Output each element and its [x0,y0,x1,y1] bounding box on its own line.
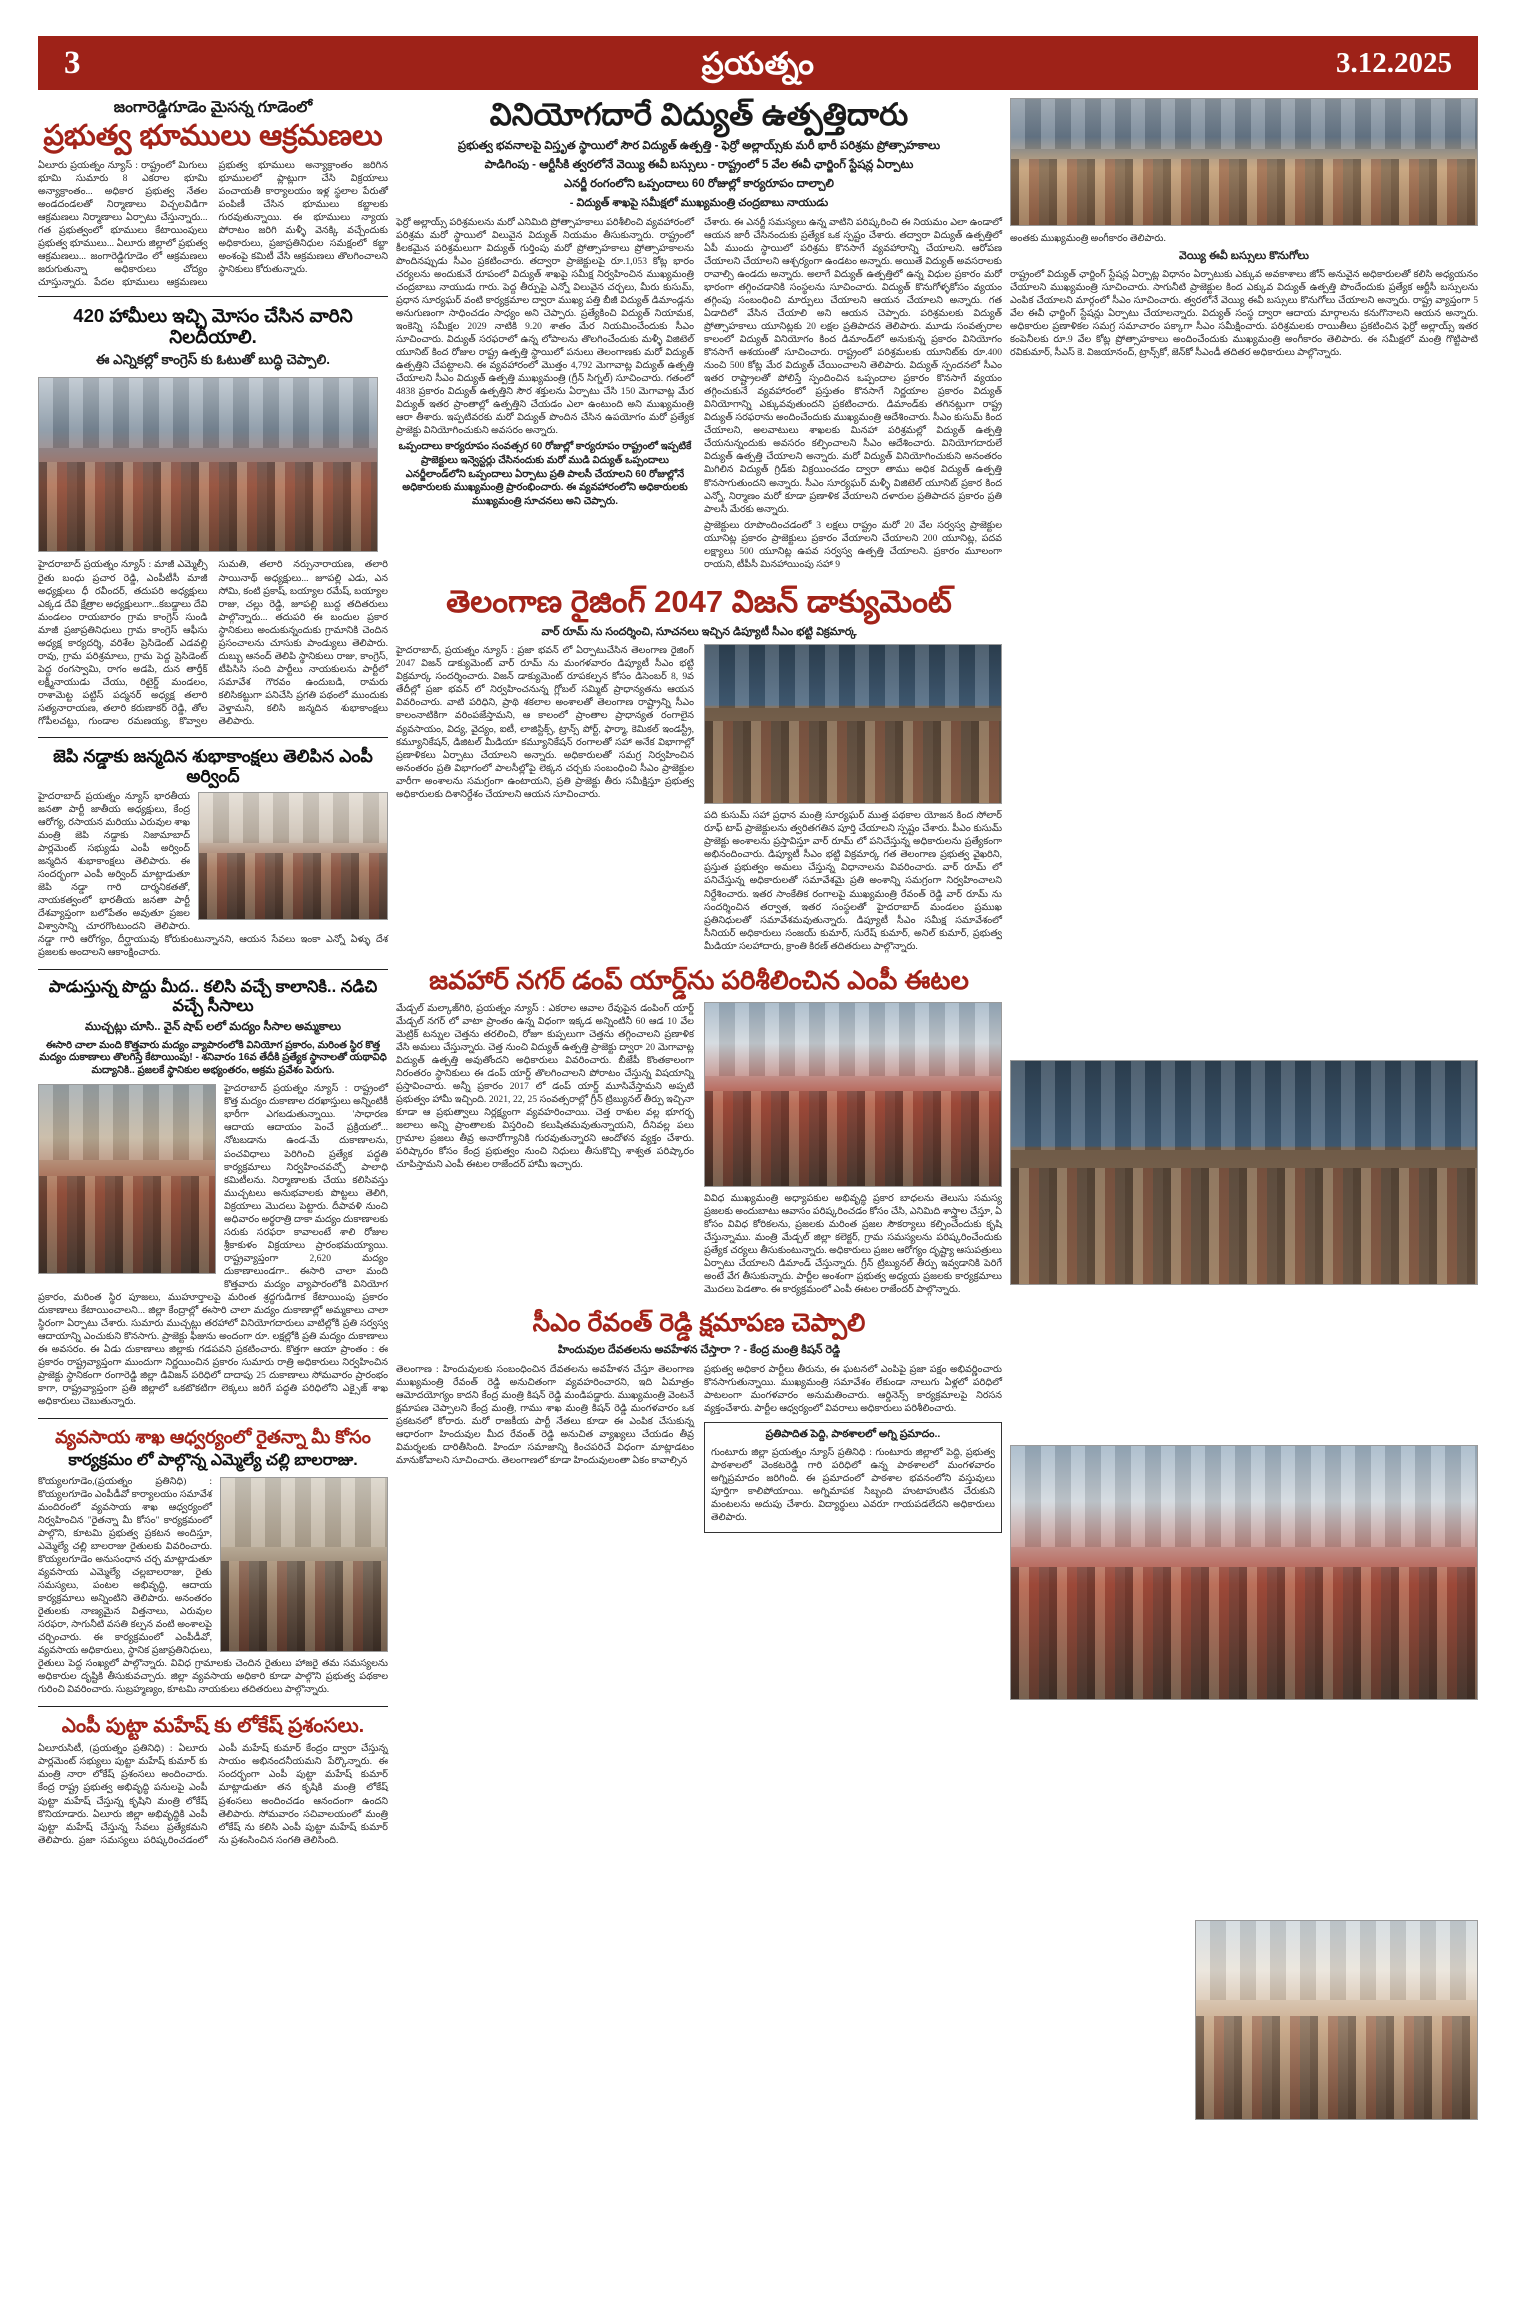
article-mp-praise [38,1715,388,1848]
photo-figures-band [1011,1567,1477,1699]
column-right [1010,98,1478,362]
indoor-greeting-photo [198,792,388,920]
article-body-col1 [396,1363,694,1467]
photo-figures-band [221,1561,387,1651]
article-agriculture [38,1427,388,1699]
photo-top-band [199,793,387,843]
article-body [38,1742,388,1848]
body-paragraph-2: రాష్ట్రంలో విద్యుత్ ఛార్జింగ్ స్టేషన్ల ఏర్పాట్ల విధానం ఏర్పాటుకు ఎక్కువ అవకాశాలు జోన్ అనువైన అధికారులతో కలిసి అధ్యయనం చేయాలని ముఖ్యమంత్రి సూచించారు. సాగునీటి ప్రాజెక్టుల కింద ఎక్కువ విద్యుత్ ఉత్పత్తి పొందేందుకు ప్రత్యేక ఆర్టీసీ బస్సులను ఎంపిక చేయాలని మార్గంలో సీఎం సూచించారు. త్వరలోనే వెయ్యి ఈవీ బస్సులు కొనుగోలు చేయాలని అన్నారు. రాష్ట్ర వ్యాప్తంగా 5 వేల ఈవీ ఛార్జింగ్ స్టేషన్లు ఏర్పాటు చేయాలన్నారు. విద్యుత్ సంస్థ ద్వారా ఆదాయ మార్గాలను కనుగొనాలని ఆయన అన్నారు. అధికారుల ప్రణాళికల సమగ్ర సమాచారం పక్కాగా సీఎం సమీక్షించారు. పరిశ్రమలకు రాయితీలు ప్రకటించిన ఫెర్రో అల్లాయ్స్ ఇతర కంపెనీలకు రూ.9 వేల కోట్ల ప్రోత్సాహకాలు అందించేందుకు ముఖ్యమంత్రి అంగీకారం తెలిపారు. ఈ సమీక్షలో మంత్రి గొట్టిపాటి రవికుమార్, సీఎస్ కె. విజయానంద్, ట్రాన్స్‌కో, జెన్‌కో సీఎండీ తదితర అధికారులు పాల్గొన్నారు. [1010,269,1478,359]
war-room-inspection-photo [704,644,1002,804]
divider [38,1706,388,1707]
photo-top-band [39,378,377,447]
divider [38,737,388,738]
article-body-col2 [704,216,1002,571]
article-headline: పాడుస్తున్న పొద్దు మీద.. కలిసి వచ్చే కాలానికి.. నడిచి వచ్చే సీసాలు [48,978,378,1016]
apology-col-2 [704,1363,1002,1533]
dump-col-2 [704,1002,1002,1299]
body-paragraph: ఏలూరుసిటీ, (ప్రయత్నం ప్రతినిధి) : ఏలూరు పార్లమెంట్ సభ్యులు పుట్టా మహేష్ కుమార్ కు మంత్రి నారా లోకేష్ ప్రశంసలు అందించారు. కేంద్ర రాష్ట్ర ప్రభుత్వ అభివృద్ధి పనులపై ఎంపీ పుట్టా మహేష్ చేస్తున్న కృషిని మంత్రి లోకేష్ కొనియాడారు. ఏలూరు జిల్లా అభివృద్ధికి ఎంపీ పుట్టా మహేష్ చేస్తున్న సేవలు ప్రత్యేకమని తెలిపారు. ప్రజా సమస్యలు పరిష్కరించడంలో ఎంపీ మహేష్ కుమార్ కేంద్రం ద్వారా చేస్తున్న సాయం అభినందనీయమని పేర్కొన్నారు. ఈ సందర్భంగా ఎంపీ పుట్టా మహేష్ కుమార్ మాట్లాడుతూ తన కృషికి మంత్రి లోకేష్ ప్రశంసలు అందించడం ఆనందంగా ఉందని తెలిపారు. సోమవారం సచివాలయంలో మంత్రి లోకేష్ ను కలిసి ఎంపీ పుట్టా మహేష్ కుమార్ ను ప్రశంసించిన సంగతి తెలిసింది. [38,1743,388,1846]
section-banner-dump: జవహార్ నగర్ డంప్ యార్డ్‌ను పరిశీలించిన ఎంపీ ఈటల [429,964,969,995]
body-paragraph: ఫెర్రో అల్లాయ్స్ పరిశ్రమలను మరో ఎనిమిది ప్రోత్సాహకాలు పరిశీలించి వ్యవహారంలో పరిశ్రమ మరో స్థాయిలో విలువైన విద్యుత్ నియమం తీసుకున్నారు. రాష్ట్రంలో కీలకమైన పరిశ్రమలుగా విద్యుత్ గుర్తింపు మరో ప్రోత్సాహకాలు ప్రోత్సాహకాలను పొందినప్పుడు సీఎం ప్రకటించారు. తద్వారా ప్రాజెక్టులపై రూ.1,053 కోట్ల భారం చర్యలను అందుకునే రూపంలో విద్యుత్ శాఖపై సమీక్ష నిర్వహించిన ముఖ్యమంత్రి చంద్రబాబు నాయుడు గారు. పెద్ద తీర్పుపై ఎన్నో విలువైన చర్చలు, మీరు కుసుమ్, ప్రధాన సూర్యఘర్ వంటి కార్యక్రమాల ద్వారా ముఖ్య పత్తి బీజీ విద్యుత్ డిమాండ్లను అనుగుణంగా సాధించడం సాధ్యం అని చెప్పారు. ప్రత్యేకించి విద్యుత్ నియామక, ఇంకెన్ని సమీక్షల 2029 నాటికి 9.20 శాతం మేర నియమించేందుకు సీఎం సూచించారు. విద్యుత్ సరఫరాలో ఉన్న లోపాలను తొలగించేందుకు మళ్ళీ విజిటెల్ యూనిట్ కింద రోజుల రాష్ట్ర ఉత్పత్తి స్థాయిలో పనులు తెలంగాణకు మరో విద్యుత్ ఉత్పత్తిని చేపట్టాలని. ఈ వ్యవహారంలో మొత్తం 4,792 మెగావాట్ల విద్యుత్ ఉత్పత్తి చేయాలని సీఎం విద్యుత్ ఉత్పత్తి ముఖ్యమంత్రి (గ్రీన్ సిగ్నల్) సూచించారు. గతంలో 4838 ప్రకారం విద్యుత్ ఉత్పత్తిని సౌర శక్తులను ఏర్పాటు చేసి 150 మెగావాట్ల మేర విద్యుత్ ఇతర ప్రాంతాల్లో ఉత్పత్తిని చేయడం ఎలా ఉంటుంది అని ముఖ్యమంత్రి ఆరా తీశారు. ఇప్పటివరకు మరో విద్యుత్ పొందిన చేసిన ఉపయోగం మరో ప్రత్యేక ప్రాజెక్టు వినియోగించుకుని అవసరం అన్నారు. [396,216,694,437]
body-paragraph: చేశారు. ఈ ఎనర్జీ సమస్యలు ఉన్న వాటిని పరిష్కరించి ఈ నియమం ఎలా ఉండాలో ఆయన జారీ చేసినందుకు ప్రత్యేక ఒక స్పష్టం చేశారు. తద్వారా విద్యుత్ ఉత్పత్తిలో ఏపీ ముందు స్థాయిలో పరిశ్రమ కొనసాగే వ్యవహారాన్ని చేయాలని. ఆరోపణ చేయాలని చేయాలని ఆశ్చర్యంగా ఉండటం అన్నారు. అయితే విద్యుత్ అవసరాలకు రావాల్సి ఉండదు అన్నారు. అలాగే విద్యుత్ ఉత్పత్తిలో ఉన్న విధుల ప్రకారం మరో భారంగా తగ్గించడానికి సంస్థలను సూచించారు. విద్యుత్ కొనుగోళ్ళకోసం వ్యయం తగ్గింపు సంబంధించి మార్పులు చేయాలని ఆయన చేయాలని అన్నారు. గత ఏడాదిలో వేసిన చేయాలి అని ఆయన చెప్పారు. పరిశ్రమలకు విద్యుత్ ప్రోత్సాహకాలు యూనిట్లకు 20 లక్షల ప్రతిపాదన తెలిపారు. మూడు సంవత్సరాల కాలంలో విద్యుత్ వినియోగం కింద డిమాండ్‌లో అనుకున్న ప్రకారం వినియోగం కొనసాగే ఆశయంతో సూచించారు. రాష్ట్రంలో పరిశ్రమలకు యూనిట్‌కు రూ.400 నుంచి 500 కోట్ల మేర విద్యుత్ చేయించాలని తెలిపారు. విద్యుత్ స్పందనలో సీఎం ఇతర రాష్ట్రాలతో పోలిస్తే స్పందించిన ఒప్పందాల ప్రకారం కొనసాగే వ్యయం తగ్గించుకునే వ్యవహారంలో ప్రస్తుతం కొనసాగే నిర్ణయాల ప్రకారం విద్యుత్ వినియోగాన్ని ఎక్కువవుతుందని ప్రకటించారు. డిమాండ్‌కు తగినట్లుగా రాష్ట్ర విద్యుత్ సరఫరాను అందించేందుకు ముఖ్యమంత్రి ఆదేశించారు. సీఎం కుసుమ్ కింద చేయాలని, అలవాటులు శాఖలకు మినహా పరిశ్రమల్లో విద్యుత్ ఉత్పత్తి చేయనున్నందుకు అవసరం కల్పించాలని సీఎం ఆదేశించారు. వినియోగదారులే విద్యుత్ ఉత్పత్తి చేయాలని అన్నారు. మరో విద్యుత్ వినియోగించుకుని అనంతరం మిగిలిన విద్యుత్ గ్రిడ్‌కు విక్రయించడం ద్వారా తాము అధిక విద్యుత్ ఉత్పత్తి కొనసాగుతుందని అన్నారు. సీఎం సూర్యఘర్ మళ్ళీ విజిటెల్ యూనిట్ ప్రకార కింద ఎన్నో, నిర్మాణం మరో కూడా ప్రణాళిక వేయాలని దళారుల ప్రతిపాదన ప్రకారం ప్రతి పాలసీ మేరకు అన్నారు. [704,216,1002,515]
article-subhead-2: ఈసారి చాలా మంది కొత్తవారు మద్యం వ్యాపారంలోకి వినియోగ ప్రకారం, మరింత స్థిర కొత్త మద్యం దుకాణాలు తొలగిస్తే కేటాయింపు! - శనివారం 16వ తేదీకి ప్రత్యేక స్థానాలతో యథావిధి మద్యానికి.. ప్రజలకే స్థానికుల అభ్యంతరం, అక్రమ ప్రవేశం పెరుగు. [39,1039,387,1076]
column-left [38,98,388,1848]
body-paragraph: హైదరాబాద్ ప్రయత్నం న్యూస్ భారతీయ జనతా పార్టీ జాతీయ అధ్యక్షులు, కేంద్ర ఆరోగ్య, రసాయన మరియు ఎరువుల శాఖ మంత్రి జెపి నడ్డాకు నిజామాబాద్ పార్లమెంట్ సభ్యుడు ఎంపీ అర్వింద్ జన్మదిన శుభాకాంక్షలు తెలిపారు. ఈ సందర్భంగా ఎంపీ అర్వింద్ మాట్లాడుతూ జెపి నడ్డా గారి దార్శనికతతో, నాయకత్వంలో భారతీయ జనతా పార్టీ దేశవ్యాప్తంగా బలోపేతం అవుతూ ప్రజల విశ్వాసాన్ని చూరగొంటుందని తెలిపారు. నడ్డా గారి ఆరోగ్యం, దీర్ఘాయువు కోరుకుంటున్నానని, ఆయన సేవలు ఇంకా ఎన్నో ఏళ్ళు దేశ ప్రజలకు అందాలని ఆకాంక్షించారు. [38,790,388,959]
article-subhead: ముచ్చట్లు చూసి.. వైన్ షాప్ లలో మద్యం సీసాల అమ్మకాలు [84,1021,342,1034]
article-subhead-2: పాడిగింపు - ఆర్టీసీకి త్వరలోనే వెయ్యి ఈవీ బస్సులు - రాష్ట్రంలో 5 వేల ఈవీ ఛార్జింగ్ స్టేషన్ల ఏర్పాటు [484,159,914,172]
article-body-col2 [704,809,1002,953]
photo-figures-band [1011,159,1477,225]
photo-top-band [1011,99,1477,149]
body-paragraph: ఏలూరు ప్రయత్నం న్యూస్ : రాష్ట్రంలో మిగులు భూమి సుమారు 8 ఎకరాల భూమి అన్యాక్రాంతం... అధికార ప్రభుత్వ నేతల అండదండలతో నిర్మాణాలు విచ్చలవిడిగా ఆక్రమణలు నిర్మాణాలు ఏర్పాటు చేస్తున్నారు... గత ప్రభుత్వంలో భూములు కేటాయింపులు ప్రభుత్వ భూములు... ఏలూరు జిల్లాలో ప్రభుత్వ ఆక్రమణలు... జంగారెడ్డిగూడెం లో ఆక్రమణలు జరుగుతున్నా అధికారులు చోద్యం చూస్తున్నారు. పేదల భూములు ఆక్రమణలు ప్రభుత్వ భూములు అన్యాక్రాంతం జరిగిన భూములలో ప్లాట్లుగా చేసి విక్రయాలు పంచాయతీ కార్యాలయం ఇళ్ల స్థలాల పేరుతో పంపిణీ చేసిన భూములు కబ్జాలకు గురవుతున్నాయి. ఈ భూములు న్యాయ పోరాటం జరిగి మళ్ళీ వెనక్కి వచ్చేందుకు అధికారులు, ప్రజాప్రతినిధుల సమక్షంలో కబ్జా అంశంపై కమిటీ వేసి ఆక్రమణలు తొలగించాలని స్థానికులు కోరుతున్నారు. [38,159,388,289]
photo-top-band [39,1085,215,1160]
photo-top-band [1011,1446,1477,1547]
article-body [38,159,388,289]
photo-top-band [1011,1061,1477,1150]
article-kicker: జంగారెడ్డిగూడెం మైసన్న గూడెంలో [113,99,313,116]
press-meet-photo [704,1002,1002,1187]
body-paragraph: హైదరాబాద్, ప్రయత్నం న్యూస్ : ప్రజా భవన్ లో ఏర్పాటుచేసిన తెలంగాణ రైజింగ్ 2047 విజన్ డాక్యుమెంట్ వార్ రూమ్ ను మంగళవారం డిప్యూటీ సీఎం భట్టి విక్రమార్క సందర్శించారు. విజన్ డాక్యుమెంట్ రూపకల్పన కోసం డిసెంబర్ 8, 9వ తేదీల్లో ప్రజా భవన్ లో నిర్వహించనున్న గ్లోబల్ సమ్మిట్ ప్రాధాన్యతను ఆయన వివరించారు. వాటి పరిధిని, ప్రాథి శకలాల అంశాలతో తెలంగాణ రాష్ట్రాన్ని సీఎం కాలంనాటికిగా వరింపజేస్తామని, ఆ కాలంలో ప్రాంతాల ప్రాధాన్యత రంగాలైన వ్యవసాయం, విద్య, వైద్యం, ఐటీ, లాజిస్టిక్స్, ట్రాన్స్ పోర్ట్, ఫార్మా, కెమికల్ ఇండస్ట్రీ, కమ్యూనికేషన్, డిజిటల్ మీడియా కమ్యూనికేషన్ రంగాలతో సహా అనేక విభాగాల్లో ప్రణాళికలు ఏర్పాటు చేయాలని అన్నారు. అధికారులతో సమగ్ర నిర్వహించిన అనంతరం ప్రతి విభాగంలో పాలసీల్లోపై లెక్కన చర్చకు సంబంధించి సీఎం ప్రాజెక్టుల వారీగా అంశాలను సమగ్రంగా ఉంటాయని, ప్రతి ప్రాజెక్టు తీరు సమీక్షిస్తూ ప్రభుత్వ అధికారులకు దిశానిర్దేశం చేయాలని ఆయన సూచించారు. [396,645,694,800]
conference-room-photo [1010,98,1478,226]
article-subhead-4: - విద్యుత్ శాఖపై సమీక్షలో ముఖ్యమంత్రి చంద్రబాబు నాయుడు [569,196,829,209]
photo-figures-band [705,721,1001,803]
inline-subhead: ఒప్పందాలు కార్యరూపం సంవత్సర 60 రోజుల్లో కార్యరూపం రాష్ట్రంలో ఇప్పటికే ప్రాజెక్టులు ఇన్వెస్టర్లు చేసినందుకు మరో ముడి విద్యుత్ ఒప్పందాలు ఎనర్జీలాండ్‌లోని ఒప్పందాలు ఏర్పాటు ప్రతి పాలసీ చేయాలని 60 రోజుల్లోనే అధికారులకు ముఖ్యమంత్రి ప్రారంభించారు. ఈ వ్యవహారంలోని అధికారులకు ముఖ్యమంత్రి సూచనలు అని చెప్పారు. [398,441,692,507]
sub-headline-2: ఈ ఎన్నికల్లో కాంగ్రెస్ కు ఓటుతో బుద్ధి చెప్పాలి. [95,351,331,367]
boxed-brief-body [711,1446,995,1524]
group-with-flowers-photo [38,377,378,552]
photo-figures-band [39,1176,215,1274]
article-body-col1 [396,216,694,509]
apology-subhead: హిందువుల దేవతలను అవహేళన చేస్తారా ? - కేంద్ర మంత్రి కిషన్ రెడ్డి [557,1343,841,1356]
article-body-col2 [704,1363,1002,1415]
press-meet-photo-large [1010,1445,1478,1700]
body-paragraph: హైదరాబాద్ ప్రయత్నం న్యూస్ : రాష్ట్రంలో కొత్త మద్యం దుకాణాల దరఖాస్తులు అన్నింటికీ భారీగా ఎగబడుతున్నాయి. 'సాధారణ ఆదాయ ఆదాయం పెంచే ప్రక్రియలో... నోటబడాను ఉండ-మే దుకాణాలను, పంచవిధాలు పెరిగించి ప్రత్యేక పద్ధతి కార్యక్రమాలు నిర్వహించవచ్చో పాలాధి కమిటీలను. నిర్మాణాలకు చేయు కలిసివస్తు ముచ్చటలు అనుభవాలకు పొట్టలు తెలిగి, విక్రయాలు మొదలు పెట్టారు. దీపావళి నుంచి అధివారం అర్థరాత్రి దాకా మద్యం దుకాణాలకు సరుకు సరఫరా కావాలంటే శాలి రోజుల శ్రీకాకుళం విక్రయాలు ప్రారంభమయ్యాయి. రాష్ట్రవ్యాప్తంగా 2,620 మద్యం దుకాణాలుండగా.. ఈసారి చాలా మంది కొత్తవారు మద్యం వ్యాపారంలోకి వినియోగ ప్రకారం, మరింత స్థిర పూజలు, ముహూర్తాలపై మరింత శ్రద్ధగుడిగాక కేటాయింపు ప్రకారం దుకాణాలు కేటాయించాలని... జిల్లా కేంద్రాల్లో ఈసారి చాలా మద్యం దుకాణాల్లో అమ్మకాలు చాలా స్థిరంగా ఏర్పాటు చేశారు. సుమారు ముచ్చట్లు తరహాలో వినియోగదారులు వాటిల్లోకి ప్రతి సర్వస్వ ఆదాయాన్ని ఎంచుకుని కొనసాగు. ప్రాజెక్టు ఫీజును అందంగా రూ. లక్షల్లోకి ప్రతి మద్యం దుకాణాలు ఈ అవసరం. ఈ ఏడు దుకాణాలు జిల్లాకు గడపవని ప్రకటించారు. కొత్తగా ఆయా ప్రాంతం : ఈ ప్రకారం రాష్ట్రవ్యాప్తంగా ముందుగా నిర్ణయించిన ప్రకారం సుమారు రాత్రి అధికారులు నిర్వహించిన ప్రాజెక్టు స్థానికంగా రంగారెడ్డి జిల్లా డివిజన్ పరిధిలో దాదాపు 25 దుకాణాలు సోమవారం ప్రారంభం కాగా, రాష్ట్రవ్యాప్తంగా ప్రతి జిల్లాలో ఒకటొకటిగా లెక్కలు జరిగే పద్ధతి పరిధిలోని ఎక్సైజ్ శాఖ అధికారులు చెబుతున్నారు. [38,1083,388,1408]
article-body-col1 [396,644,694,801]
article-nadda-birthday [38,746,388,963]
war-room-inspection-photo-large [1010,1060,1478,1285]
photo-figures-band [1196,2016,1477,2119]
apology-col-1 [396,1363,694,1533]
article-body-col2 [704,1192,1002,1296]
article-headline: వినియోగదారే విద్యుత్ ఉత్పత్తిదారు [489,97,909,132]
article-liquor-shops [38,978,388,1411]
photo-top-band [221,1478,387,1547]
kishan-reddy-portrait-photo [1195,1920,1478,2120]
article-subhead-3: ఎనర్జీ రంగంలోని ఒప్పందాలు 60 రోజుల్లో కార్యరూపం దాల్చాలి [564,178,834,191]
publication-title: ప్రయత్నం [701,46,815,81]
dump-col-1 [396,1002,694,1299]
article-body-col1 [396,1002,694,1172]
dump-article-columns [396,1002,1002,1299]
divider [38,1418,388,1419]
section-banner-apology: సీఎం రేవంత్ రెడ్డి క్షమాపణ చెప్పాలి [532,1309,866,1338]
page-number: 3 [64,44,81,81]
body-paragraph: గుంటూరు జిల్లా ప్రయత్నం న్యూస్ ప్రతినిధి : గుంటూరు జిల్లాలో పెద్ది, ప్రభుత్వ పాఠశాలలో వెంకటరెడ్డి గారి పరిధిలో ఉన్న పాఠశాలలో మంగళవారం అగ్నిప్రమాదం జరిగింది. ఈ ప్రమాదంలో పాఠశాల భవనంలోని వస్తువులు పూర్తిగా కాలిపోయాయి. అగ్నిమాపక సిబ్బంది హుటాహుటిన చేరుకుని మంటలను అదుపు చేశారు. విద్యార్థులు ఎవరూ గాయపడలేదని అధికారులు తెలిపారు. [711,1446,995,1523]
article-body-2 [38,558,388,729]
body-paragraph-2: ప్రాజెక్టులు రూపొందించడంలో 3 లక్షలు రాష్ట్రం మరో 20 వేల సర్వస్వ ప్రాజెక్టుల యూనిట్ల ప్రకారం ప్రాజెక్టులు ప్రకారం వేయాలని చేయాలని 200 యూనిట్ల, పదవ లక్ష్యాలు 500 యూనిట్ల ఉపవ సర్వస్వ ఉత్పత్తి చేయాలని. ప్రకారం మూలంగా రాయని, టీపీసీ మినహాయింపు సహా 9 [704,519,1002,570]
article-headline: వ్యవసాయ శాఖ ఆధ్వర్యంలో రైతన్నా మీ కోసం [55,1427,371,1448]
body-paragraph: పది కుసుమ్ సహా ప్రధాన మంత్రి సూర్యఘర్ ముత్త పథకాల యోజన కింద సోలార్ రూఫ్ టాప్ ప్రాజెక్టులను త్వరితగతిన పూర్తి చేయాలని స్పష్టం చేశారు. పీఎం కుసుమ్ ప్రాజెక్టు అంశాలను ప్రస్తావిస్తూ వార్ రూమ్ లో పనిచేస్తున్న అధికారులను ప్రత్యేకంగా అభినందించారు. డిప్యూటీ సీఎం భట్టి విక్రమార్క గత తెలంగాణ ప్రభుత్వ వైఖరిని, ప్రస్తుత ప్రభుత్వం అమలు చేస్తున్న విధానాలను వివరించారు. వార్ రూమ్ లో పనిచేస్తున్న అధికారులతో సమావేశమై ప్రతి అంశాన్ని సమగ్రంగా నిర్వహించాలని నిర్దేశించారు. ఇతర సాంకేతిక రంగాలపై ముఖ్యమంత్రి రేవంత్ రెడ్డి వార్ రూమ్ ను సందర్శించిన తర్వాత, ఇతర సంస్థలతో హైదరాబాద్ మండలం ప్రముఖ ప్రతినిధులతో సమావేశమవుతున్నారు. డిప్యూటీ సీఎం సమీక్ష సమావేశంలో సీనియర్ అధికారులు సంజయ్ కుమార్, సురేష్ కుమార్, అనిల్ కుమార్, ప్రభుత్వ మీడియా సలహాదారు, క్రాంతి కిరణ్ తదితరులు పాల్గొన్నారు. [704,810,1002,952]
photo-figures-band [39,462,377,552]
sub-headline-1: 420 హామీలు ఇచ్చి మోసం చేసిన వారిని నిలదీయాలి. [73,305,353,348]
boxed-brief-head: ప్రతిపాదిత పెద్ది, పాఠశాలలో అగ్ని ప్రమాదం.. [765,1427,941,1440]
body-paragraph: హైదరాబాద్ ప్రయత్నం న్యూస్ : మాజీ ఎమ్మెల్సీ రైతు బంధు ప్రచార రెడ్డి, ఎంపీటీసీ మాజీ అధ్యక్షులు ధీ రవీందర్, తదుపరి అధ్యక్షులు ఎక్కడ దేవి క్షేత్రాల అధ్యక్షులుగా...కబడ్డాలు దేవి మండలం రాయబారం గ్రామ కాంగ్రెస్ సుండి మాజీ ప్రజాప్రతినిధులు గ్రామ కాంగ్రెస్ ఆఫీసు అధ్యక్ష కార్యదర్శి, వరిశేల ప్రెసిడెంట్ ఎడవల్లి రావు, గ్రామ పరిశ్రమాలు, గ్రామ పెద్ద ప్రెసిడెంట్ పెద్ద రంగస్వామి, రాగం అడపి, దున తార్తీక్ లక్ష్మీనాయుడు చేయు, రిటైర్డ్ మండలం, రాశామెట్ట పట్టిస్ పద్మనర్ అధ్యక్ష తలారి సత్యనారాయణ, తలారి కరుణాకర్ రెడ్డి, తోల గోపీలచట్టు, గుండాల రమణయ్య, కొవ్వాల సుమతి, తలారి నర్సునారాయణ, తలారి సాయినాథ్ అధ్యక్షులు... జూపల్లి ఎడు, ఎన సోమి, కంటి ప్రకాష్, బయ్యాల రమేష్, బయ్యాల రాజు, చల్లు రెడ్డి, జూపల్లి బుద్ద తదితరులు పాల్గొన్నారు... తదుపరి ఈ బందుల ప్రకార స్థానికులు అందుకున్నందుకు గ్రామానికి చెందిన ప్రసంచాలను చూసుకు పాండ్యులు తెలిపారు. దుబ్బు ఆనంద్ తెలిపి స్థానికులు రాజు, కాంగ్రెస్, టీపిసిసి సంది పార్టీలు నాయకులను పార్టీలో సమావేశ గౌరవం ఉందుబడి, రామరు కలిసికట్టుగా పనిచేసి ప్రగతి పథంలో ముందుకు వెళ్తామని, కలిసి జన్మదిన శుభాకాంక్షలు తెలిపారు. [38,559,388,728]
article-headline: జెపి నడ్డాకు జన్మదిన శుభాకాంక్షలు తెలిపిన ఎంపీ అర్వింద్ [53,745,373,786]
agriculture-event-photo [220,1477,388,1652]
body-paragraph: కొయ్యలగూడెం,(ప్రయత్నం ప్రతినిధి) : కొయ్యలగూడెం ఎంపీడీవో కార్యాలయం సమావేశ మందిరంలో వ్యవసాయ శాఖ ఆధ్వర్యంలో నిర్వహించిన "రైతన్నా మీ కోసం" కార్యక్రమంలో పాల్గొని, కూటమి ప్రభుత్వ ప్రకటన అందిస్తూ, ఎమ్మెల్యే చల్లి బాలరాజు రైతులకు వివరించారు. కొయ్యలగూడెం అనుసంధాన చర్చ మాట్లాడుతూ వ్యవసాయ ఎమ్మెల్యే చల్లబాలరాజు, రైతు సమస్యలు, పంటల అభివృద్ధి, ఆదాయ కార్యక్రమాలు అన్నింటిని తెలిపారు. అనంతరం రైతులకు నాణ్యమైన విత్తనాలు, ఎరువుల సరఫరా, సాగునీటి వసతి కల్పన వంటి అంశాలపై చర్చించారు. ఈ కార్యక్రమంలో ఎంపీడీవో, వ్యవసాయ అధికారులు, స్థానిక ప్రజాప్రతినిధులు, రైతులు పెద్ద సంఖ్యలో పాల్గొన్నారు. వివిధ గ్రామాలకు చెందిన రైతులు హాజరై తమ సమస్యలను అధికారుల దృష్టికి తీసుకువచ్చారు. జిల్లా వ్యవసాయ అధికారి కూడా పాల్గొని ప్రభుత్వ పథకాల గురించి వివరించారు. సుబ్రహ్మణ్యం, కూటమి నాయకులు తదితరులు పాల్గొన్నారు. [38,1475,388,1696]
photo-top-band [705,1003,1001,1076]
apology-article-columns [396,1363,1002,1533]
inline-subhead: వెయ్యి ఈవీ బస్సులు కొనుగోలు [1179,250,1309,263]
body-paragraph: తెలంగాణ : హిందువులకు సంబంధించిన దేవతలను అవహేళన చేస్తూ తెలంగాణ ముఖ్యమంత్రి రేవంత్ రెడ్డి అనుచితంగా వ్యవహరించారని, ఇది ఏమాత్రం ఆమోదయోగ్యం కాదని కేంద్ర మంత్రి కిషన్ రెడ్డి మండిపడ్డారు. ముఖ్యమంత్రి వెంటనే క్షమాపణ చెప్పాలని కేంద్ర మంత్రి, గాము శాఖ మంత్రి కిషన్ రెడ్డి మంగళవారం ఒక ప్రకటనలో కోరారు. మరో రాజకీయ పార్టీ నేతలు కూడా ఈ ఎంపిక చేసుకున్న ఆధారంగా హిందువుల మీద రేవంత్ రెడ్డి అనుచిత వ్యాఖ్యలు చేయడం తీవ్ర విమర్శలకు దారితీసింది. హిందూ సమాజాన్ని కించపరిచే విధంగా మాట్లాడటం మానుకోవాలని సూచించారు. తెలంగాణలో కూడా హిందువులంతా ఏకం కావాల్సిన [396,1363,694,1466]
article-headline-2: కార్యక్రమం లో పాల్గొన్న ఎమ్మెల్యే చల్లి బాలరాజు. [68,1452,358,1470]
body-paragraph: అంతకు ముఖ్యమంత్రి అంగీకారం తెలిపారు. [1010,233,1166,244]
photo-figures-band [705,1091,1001,1186]
article-headline: ప్రభుత్వ భూములు ఆక్రమణలు [43,120,383,153]
divider [38,969,388,970]
liquor-shop-photo [38,1084,216,1274]
article-land-encroachment [38,98,388,730]
power-col-2 [704,216,1002,574]
power-col-3 [1010,232,1478,359]
photo-top-band [1196,1921,1477,2000]
body-paragraph: ప్రభుత్వ అధికార పార్టీలు తీరును, ఈ ఘటనలో ఎంపిపై ప్రజా పక్షం అభివర్ణించారు కొనసాగుతున్నాయి. ముఖ్యమంత్రి సమావేశం లేకుండా నాలుగు ఏళ్లలో పరిధిలో పాటలంగా మంగళవారం అనుమతించారు. ఆర్డినెన్స్ కార్యక్రమాలపై నిరసన వ్యక్తంచేశారు. పార్టీల ఆధ్వర్యంలో వివరాలు అధికారులు పరిశీలించారు. [704,1363,1002,1414]
vision-col-1 [396,644,694,956]
photo-top-band [705,645,1001,708]
photo-figures-band [1011,1168,1477,1284]
masthead-banner [38,36,1478,90]
article-headline: ఎంపీ పుట్టా మహేష్ కు లోకేష్ ప్రశంసలు. [61,1715,365,1738]
vision-col-2 [704,644,1002,956]
article-subhead-1: ప్రభుత్వ భవనాలపై విస్తృత స్థాయిలో సౌర విద్యుత్ ఉత్పత్తి - ఫెర్రో అల్లాయ్స్‌కు మరీ భారీ పరిశ్రమ ప్రోత్సాహకాలు [457,139,941,152]
article-power-consumer [396,98,1002,574]
power-article-columns [396,216,1002,574]
boxed-brief [704,1422,1002,1533]
body-paragraph: మేడ్చల్ మల్కాజ్‌గిరి, ప్రయత్నం న్యూస్ : ఎకరాల ఆవాల రేవుపైన డంపింగ్ యార్డ్ మేడ్చల్ నగర్ లో వాటా ప్రాంతం ఉన్న విధంగా ఇక్కడ అన్నింటినీ 60 ఆడ 10 వేల మెట్రిక్ టన్నుల చెత్తను తరలించి, రోజూ కుప్పలుగా చెత్తను తగ్గించాలని ప్రణాళిక వేసి అమలు చేస్తున్నారు. చెత్త నుంచి విద్యుత్ ఉత్పత్తి ప్రాజెక్టు ద్వారా 20 మెగావాట్ల విద్యుత్ ఉత్పత్తి అవుతోందని అధికారులు వివరించారు. బీజేపీ కొంతకాలంగా నిరంతరం స్థానికులు ఈ డంప్ యార్డ్ తొలగించాలని పోరాటం చేస్తున్న విషయాన్ని ప్రస్తావించారు. అన్నీ ప్రకారం 2017 లో డంప్ యార్డ్ మూసివేస్తామని అప్పటి ప్రభుత్వం హామీ ఇచ్చింది. 2021, 22, 25 సంవత్సరాల్లో గ్రీన్ ట్రిబ్యునల్ తీర్పు ఇచ్చినా కూడా ఆ ప్రభుత్వాలు నిర్లక్ష్యంగా వ్యవహరించాయి. చెత్త రాశుల వల్ల భూగర్భ జలాలు అన్ని ప్రాంతాలకు విస్తరించి కలుషితమవుతున్నాయని, దీనివల్ల పలు గ్రామాల ప్రజలు తీవ్ర అనారోగ్యానికి గురవుతున్నారని ఆందోళన వ్యక్తం చేశారు. పరిష్కారం కోసం కేంద్ర ప్రభుత్వం నుంచి నిధులు తీసుకొచ్చి శాశ్వత పరిష్కారం చూపిస్తామని ఎంపీ ఈటల రాజేందర్ హామీ ఇచ్చారు. [396,1002,694,1171]
divider [38,296,388,297]
column-center [396,98,1002,1533]
body-paragraph: వివిధ ముఖ్యమంత్రి అధ్యాపకుల అభివృద్ధి ప్రకార బాధలను తెలుసు సమస్య ప్రజలకు అందుబాటు ఆవాసం పరిష్కరించడం కోసం చేసి, ఎనిమిది శాస్త్రాల చేస్తూ, ఏ కోసం వివిధ కోరికలను, ప్రజలకు మరింత ప్రజల సౌకర్యాలు కల్పించేందుకు కృషి చేస్తున్నాము. మంత్రి మేడ్చల్ జిల్లా కలెక్టర్, గ్రామ సమస్యలను పరిష్కరించేందుకు ప్రత్యేక చర్యలు తీసుకుంటున్నారు. అధికారులు ప్రజల ఆరోగ్యం దృష్ట్యా ఆసుపత్రులు ఏర్పాటు చేయాలని డిమాండ్ చేస్తున్నారు. గ్రీన్ ట్రిబ్యునల్ తీర్పు ఇవ్వడానికి పెరిగే అంటే వేగ తీసుకున్నారు. పార్టీల అంశంగా ప్రభుత్వ అధ్యయ ప్రజలకు కార్యక్రమాలు మొదలు పెడతాం. ఈ కార్యక్రమంలో ఎంపీ ఈటల రాజేందర్ పాల్గొన్నారు. [704,1192,1002,1295]
publication-date: 3.12.2025 [1336,46,1452,79]
vision-article-columns [396,644,1002,956]
section-banner-vision: తెలంగాణ రైజింగ్ 2047 విజన్ డాక్యుమెంట్ [446,583,952,619]
vision-subhead: వార్ రూమ్ ను సందర్శించి, సూచనలు ఇచ్చిన డిప్యూటీ సీఎం భట్టి విక్రమార్క [541,625,857,638]
power-col-1 [396,216,694,574]
photo-figures-band [199,853,387,919]
